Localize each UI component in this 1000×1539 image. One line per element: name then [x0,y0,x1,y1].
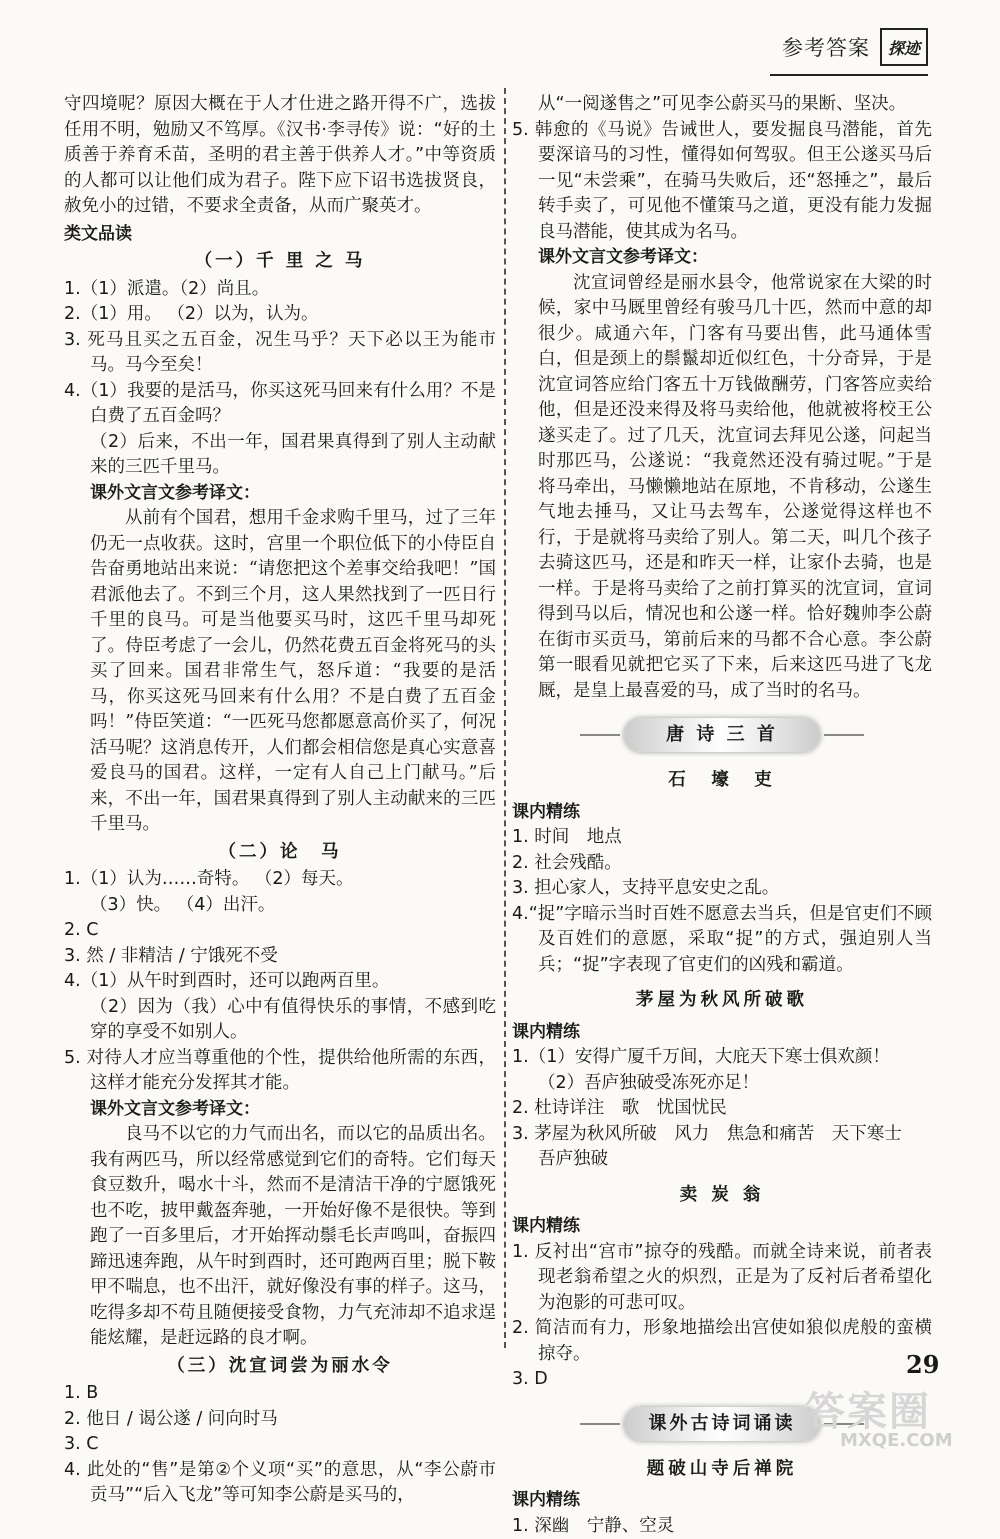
answer-item: （2）后来，不出一年，国君果真得到了别人主动献来的三匹千里马。 [64,430,496,481]
answer-item: 5. 对待人才应当尊重他的个性，提供给他所需的东西，这样才能充分发挥其才能。 [64,1046,496,1097]
answer-item: 1.（1）安得广厦千万间，大庇天下寒士俱欢颜！ [512,1045,932,1071]
answer-item: 1. 反衬出“宫市”掠夺的残酷。而就全诗来说，前者表现老翁希望之火的炽烈，正是为了反衬后者希望化为泡影的可悲可叹。 [512,1240,932,1317]
section-title: 类文品读 [64,222,496,248]
header-title: 参考答案 [782,32,870,62]
answer-item: 4.（1）我要的是活马，你买这死马回来有什么用？不是白费了五百金吗？ [64,379,496,430]
section-banner: 唐 诗 三 首 [624,718,820,752]
heading-2: （二）论 马 [64,840,496,866]
section-banner: 课外古诗词诵读 [624,1407,820,1441]
answer-item: 1. 深幽 宁静、空灵 [512,1514,932,1539]
practice-label: 课内精练 [512,1020,932,1046]
heading-1: （一）千 里 之 马 [64,249,496,275]
answer-item: 1.（1）认为……奇特。 （2）每天。 [64,867,496,893]
answer-item: 2. 社会残酷。 [512,851,932,877]
answer-item: 1.（1）派遣。（2）尚且。 [64,277,496,303]
left-column [64,92,496,1509]
intro-paragraph: 守四境呢？原因大概在于人才仕进之路开得不广，选拔任用不明，勉励又不笃厚。《汉书·李寻传》说：“好的土质善于养育禾苗，圣明的君主善于供养人才。”中等资质的人都可以让他们成为君子。陛下应下诏书选拔贤良，赦免小的过错，不要求全责备，从而广聚英才。 [64,92,496,220]
answer-item: 2. 他日 / 谒公遂 / 问向时马 [64,1407,496,1433]
answer-item: 1. 时间 地点 [512,825,932,851]
watermark-url: MXQE.COM [840,1430,953,1451]
answer-item: 2. 简洁而有力，形象地描绘出宫使如狼似虎般的蛮横掠夺。 [512,1316,932,1367]
answer-item: （2）吾庐独破受冻死亦足！ [512,1071,932,1097]
practice-label: 课内精练 [512,800,932,826]
translation-label: 课外文言文参考译文： [64,1097,496,1123]
answer-item: 3. C [64,1432,496,1458]
answer-item: 3. 茅屋为秋风所破 风力 焦急和痛苦 天下寒士 吾庐独破 [512,1122,932,1173]
answer-item: （3）快。 （4）出汗。 [64,893,496,919]
answer-item: 3. 死马且买之五百金，况生马乎？天下必以王为能市马。马今至矣！ [64,328,496,379]
answer-item: 4.“捉”字暗示当时百姓不愿意去当兵，但是官吏们不顾及百姓们的意愿，采取“捉”的方式，强迫别人当兵；“捉”字表现了官吏们的凶残和霸道。 [512,902,932,979]
answer-item: 1. B [64,1381,496,1407]
answer-item: 3. 然 / 非精洁 / 宁饿死不受 [64,944,496,970]
poem-title: 茅屋为秋风所破歌 [512,988,932,1014]
translation-text: 从前有个国君，想用千金求购千里马，过了三年仍无一点收获。这时，宫里一个职位低下的小侍臣自告奋勇地站出来说：“请您把这个差事交给我吧！”国君派他去了。不到三个月，这人果然找到了一匹日行千里的良马。可是当他要买马时，这匹千里马却死了。侍臣考虑了一会儿，仍然花费五百金将死马的头买了回来。国君非常生气，怒斥道：“我要的是活马，你买这死马回来有什么用？不是白费了五百金吗！”侍臣笑道：“一匹死马您都愿意高价买了，何况活马呢？这消息传开，人们都会相信您是真心实意喜爱良马的国君。这样，一定有人自己上门献马。”后来，不出一年，国君果真得到了别人主动献来的三匹千里马。 [64,506,496,838]
heading-3: （三）沈宣词尝为丽水令 [64,1354,496,1380]
answer-item: 2. C [64,918,496,944]
page-header [782,28,928,66]
watermark-logo: 答案圈 [805,1380,931,1437]
poem-title: 题破山寺后禅院 [512,1457,932,1483]
practice-label: 课内精练 [512,1214,932,1240]
poem-title: 卖 炭 翁 [512,1183,932,1209]
answer-item: 4. 此处的“售”是第②个义项“买”的意思，从“李公蔚市贡马”“后入飞龙”等可知李公蔚是买马的， [64,1458,496,1509]
answer-item: 5. 韩愈的《马说》告诫世人，要发掘良马潜能，首先要深谙马的习性，懂得如何驾驭。但王公遂买马后一见“未尝乘”，在骑马失败后，还“怒捶之”，最后转手卖了，可见他不懂策马之道，更没有能力发掘良马潜能，使其成为名马。 [512,118,932,246]
header-rule [770,74,928,76]
poem-title: 石 壕 吏 [512,768,932,794]
answer-item: 3. D [512,1367,932,1393]
right-column [512,92,932,1539]
brand-logo: 探迹 [880,28,928,66]
translation-text: 沈宣词曾经是丽水县令，他常说家在大梁的时候，家中马厩里曾经有骏马几十匹，然而中意的却很少。咸通六年，门客有马要出售，此马通体雪白，但是颈上的鬃鬣却近似红色，十分奇异，于是沈宣词答应给门客五十万钱做酬劳，门客答应卖给他，但是还没来得及将马卖给他，他就被将校王公遂买走了。过了几天，沈宣词去拜见公遂，问起当时那匹马，公遂说：“我竟然还没有骑过呢。”于是将马牵出，马懒懒地站在原地，不肯移动，公遂生气地去捶马，又让马去驾车，公遂觉得这样也不行，于是就将马卖给了别人。第二天，叫几个孩子去骑这匹马，还是和昨天一样，让家仆去骑，也是一样。于是将马卖给了之前打算买的沈宣词，宣词得到马以后，情况也和公遂一样。恰好魏帅李公蔚在街市买贡马，第前后来的马都不合心意。李公蔚第一眼看见就把它买了下来，后来这匹马进了飞龙厩，是皇上最喜爱的马，成了当时的名马。 [512,271,932,705]
answer-item: 2. 杜诗详注 歌 忧国忧民 [512,1096,932,1122]
answer-continuation: 从“一阅遂售之”可见李公蔚买马的果断、坚决。 [512,92,932,118]
translation-label: 课外文言文参考译文： [64,481,496,507]
translation-text: 良马不以它的力气而出名，而以它的品质出名。我有两匹马，所以经常感觉到它们的奇特。它们每天食豆数升，喝水十斗，然而不是清洁干净的宁愿饿死也不吃，披甲戴盔奔驰，一开始好像不是很快。等到跑了一百多里后，才开始挥动鬃毛长声鸣叫，奋振四蹄迅速奔跑，从午时到酉时，还可跑两百里；脱下鞍甲不喘息，也不出汗，就好像没有事的样子。这马，吃得多却不苟且随便接受食物，力气充沛却不追求逞能炫耀，是赶远路的良才啊。 [64,1122,496,1352]
answer-item: 2.（1）用。 （2）以为，认为。 [64,302,496,328]
answer-item: （2）因为（我）心中有值得快乐的事情，不感到吃穿的享受不如别人。 [64,995,496,1046]
translation-label: 课外文言文参考译文： [512,245,932,271]
answer-item: 4.（1）从午时到酉时，还可以跑两百里。 [64,969,496,995]
answer-item: 3. 担心家人，支持平息安史之乱。 [512,876,932,902]
practice-label: 课内精练 [512,1488,932,1514]
page-number: 29 [906,1350,939,1379]
column-divider [504,88,506,1348]
